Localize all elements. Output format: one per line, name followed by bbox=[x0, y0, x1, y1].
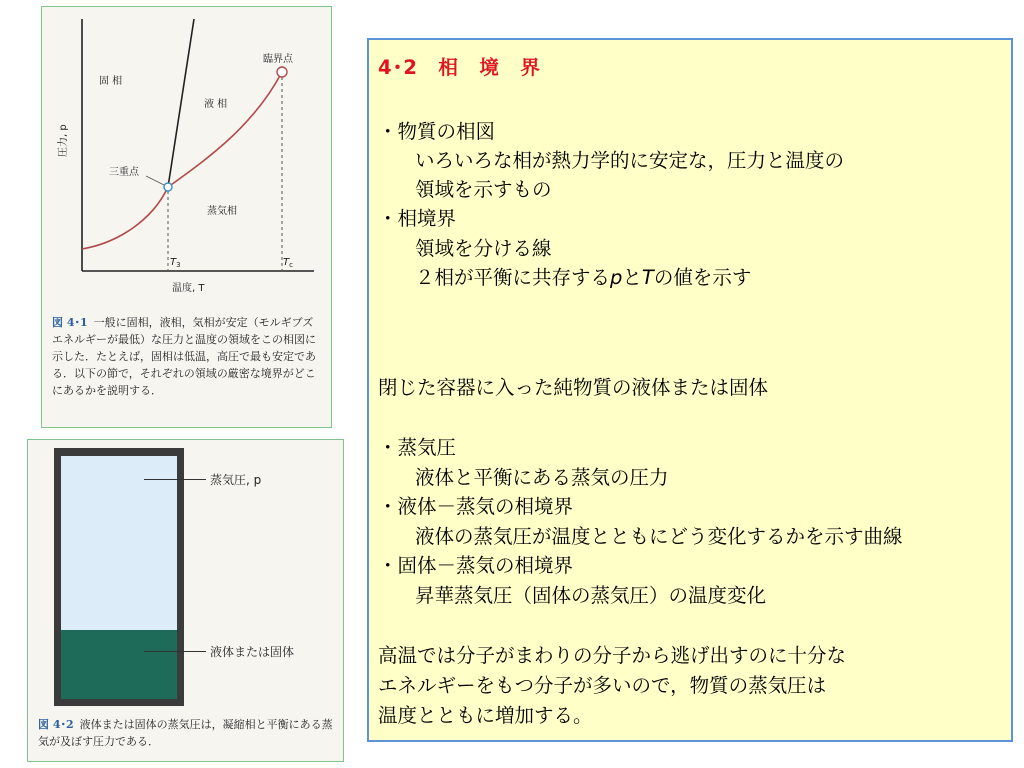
x-axis-label: 温度, T bbox=[172, 283, 205, 294]
figure-4-2-number: 図 4･2 bbox=[38, 718, 74, 731]
figure-4-1-caption bbox=[52, 314, 324, 399]
triple-point-leader bbox=[146, 176, 164, 185]
phase-boundary-desc-1: 領域を分ける線 bbox=[415, 237, 552, 260]
vapor-region-label: 蒸気相 bbox=[207, 206, 237, 217]
phase-diagram-desc-1: いろいろな相が熱力学的に安定な，圧力と温度の bbox=[415, 149, 845, 172]
vapor-pressure-leader bbox=[144, 479, 206, 480]
condensed-phase-region bbox=[61, 630, 177, 699]
phase-boundary-desc-2: ２相が平衡に共存するpとTの値を示す bbox=[415, 266, 752, 289]
liquid-vapor-heading: ・液体－蒸気の相境界 bbox=[378, 495, 574, 518]
solid-vapor-desc: 昇華蒸気圧（固体の蒸気圧）の温度変化 bbox=[415, 584, 767, 607]
t3-tick-label: $T_3$ bbox=[170, 257, 181, 269]
solid-liquid-boundary bbox=[168, 19, 194, 187]
summary-line-3: 温度とともに増加する。 bbox=[378, 704, 593, 727]
liquid-vapor-boundary bbox=[168, 72, 282, 187]
y-axis-label: 圧力, p bbox=[58, 124, 69, 157]
critical-point-label: 臨界点 bbox=[263, 54, 293, 65]
phase-diagram-figure bbox=[41, 6, 332, 428]
solid-region-label: 固 相 bbox=[99, 76, 123, 87]
vapor-pressure-figure bbox=[27, 439, 344, 762]
phase-diagram-heading: ・物質の相図 bbox=[378, 120, 496, 143]
condensed-phase-leader bbox=[144, 651, 206, 652]
liquid-vapor-desc: 液体の蒸気圧が温度とともにどう変化するかを示す曲線 bbox=[415, 525, 903, 548]
condensed-phase-label: 液体または固体 bbox=[210, 645, 295, 659]
vapor-region bbox=[61, 456, 177, 630]
solid-vapor-heading: ・固体－蒸気の相境界 bbox=[378, 554, 574, 577]
liquid-region-label: 液 相 bbox=[204, 99, 228, 110]
summary-line-1: 高温では分子がまわりの分子から逃げ出すのに十分な bbox=[378, 644, 847, 667]
figure-4-1-number: 図 4･1 bbox=[52, 316, 88, 329]
figure-4-1-caption-text: 一般に固相，液相，気相が安定（モルギブズエネルギーが最低）な圧力と温度の領域をこの相図に示した．たとえば，固相は低温，高圧で最も安定である．以下の節で，それぞれの領域の厳密な境界がどこにあるかを説明する． bbox=[52, 316, 316, 397]
tc-tick-label: $T_c$ bbox=[283, 257, 293, 269]
explanation-panel bbox=[367, 38, 1013, 742]
figure-4-2-caption bbox=[38, 716, 338, 750]
critical-point-marker bbox=[277, 67, 287, 77]
closed-container-illustration bbox=[54, 448, 184, 706]
phase-diagram-desc-2: 領域を示すもの bbox=[415, 178, 552, 201]
summary-line-2: エネルギーをもつ分子が多いので，物質の蒸気圧は bbox=[378, 674, 827, 697]
solid-vapor-boundary bbox=[82, 187, 168, 249]
closed-container-line: 閉じた容器に入った純物質の液体または固体 bbox=[378, 376, 769, 399]
vapor-pressure-heading: ・蒸気圧 bbox=[378, 436, 457, 459]
figure-4-2-caption-text: 液体または固体の蒸気圧は，凝縮相と平衡にある蒸気が及ぼす圧力である． bbox=[38, 718, 333, 748]
vapor-pressure-desc: 液体と平衡にある蒸気の圧力 bbox=[415, 466, 669, 489]
phase-diagram-plot bbox=[42, 7, 333, 307]
triple-point-marker bbox=[164, 183, 172, 191]
triple-point-label: 三重点 bbox=[109, 167, 139, 178]
section-title: 4･2 相 境 界 bbox=[378, 56, 541, 79]
vapor-pressure-label: 蒸気圧, p bbox=[210, 473, 262, 487]
phase-boundary-heading: ・相境界 bbox=[378, 207, 457, 230]
